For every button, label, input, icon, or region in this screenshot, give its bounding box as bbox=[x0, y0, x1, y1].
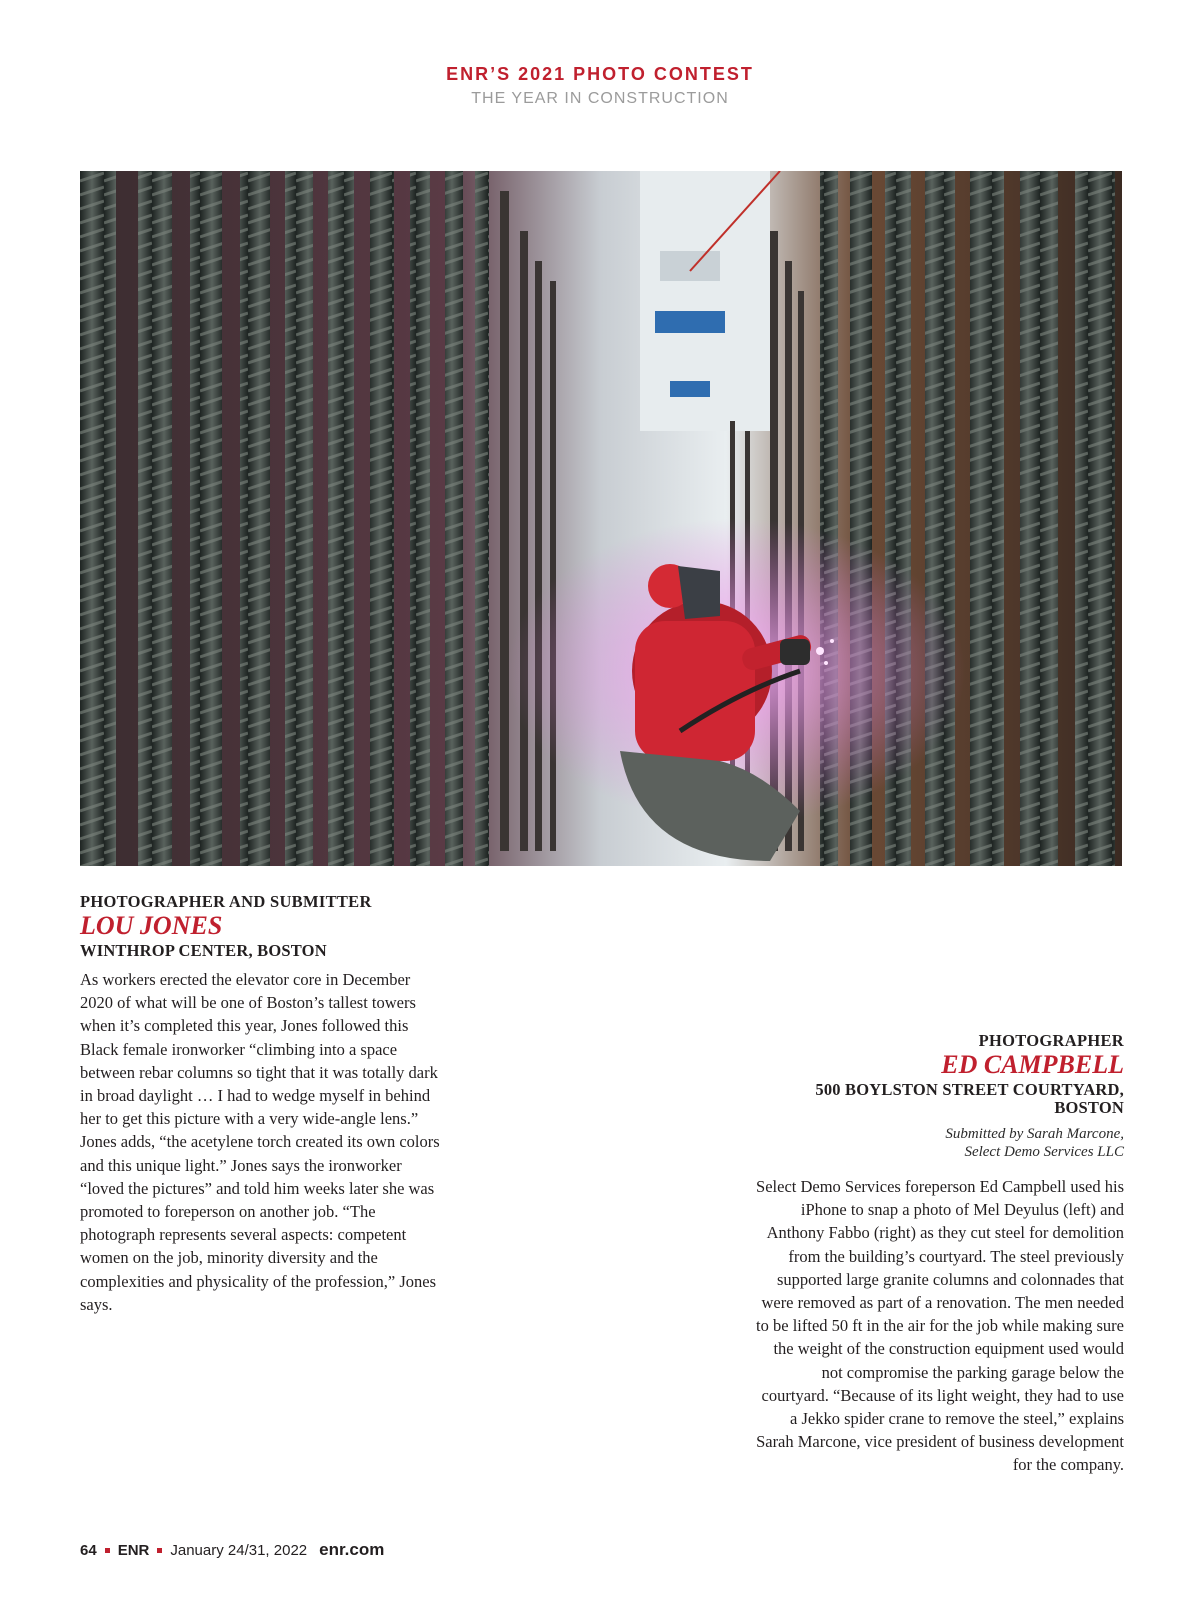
page-footer bbox=[80, 1540, 384, 1560]
entry-body: Select Demo Services foreperson Ed Campbell used his iPhone to snap a photo of Mel Deyulus (left) and Anthony Fabbo (right) as they cut steel for demolition from the building’s courtyard. The steel previously supported large granite columns and colonnades that were removed as part of a renovation. The men needed to be lifted 50 ft in the air for the job while making sure the weight of the construction equipment used would not compromise the parking garage below the courtyard. “Because of its light weight, they had to use a Jekko spider crane to remove the steel,” explains Sarah Marcone, vice president of business development for the company. bbox=[756, 1177, 1124, 1475]
issue-date: January 24/31, 2022 bbox=[170, 1541, 308, 1559]
photo-location-line1: 500 BOYLSTON STREET COURTYARD, bbox=[815, 1080, 1124, 1099]
submitted-by-line2: Select Demo Services LLC bbox=[964, 1144, 1124, 1160]
separator-square-icon bbox=[105, 1548, 110, 1553]
publication-name: ENR bbox=[117, 1541, 150, 1559]
submitted-by-line1: Submitted by Sarah Marcone, bbox=[945, 1126, 1124, 1142]
photo-location: WINTHROP CENTER, BOSTON bbox=[80, 941, 327, 960]
entry-ed-campbell bbox=[754, 1031, 1124, 1477]
submitted-by bbox=[754, 1125, 1124, 1161]
construction-photo bbox=[80, 171, 1122, 866]
photographer-name: ED CAMPBELL bbox=[941, 1050, 1124, 1079]
entry-body: As workers erected the elevator core in December 2020 of what will be one of Boston’s tallest towers when it’s completed this year, Jones followed this Black female ironworker “climbing into a space between rebar columns so tight that it was totally dark in broad daylight … I had to wedge myself in behind her to get this picture with a very wide-angle lens.” Jones adds, “the acetylene torch created its own colors and this unique light.” Jones says the ironworker “loved the pictures” and told him weeks later she was promoted to foreperson on another job. “The photograph represents several aspects: competent women on the job, minority diversity and the complexities and physicality of the profession,” Jones says. bbox=[80, 970, 440, 1314]
section-kicker: ENR’S 2021 PHOTO CONTEST bbox=[446, 64, 754, 84]
entry-lou-jones bbox=[80, 892, 445, 1316]
photo-location-line2: BOSTON bbox=[1054, 1098, 1124, 1117]
separator-square-icon bbox=[157, 1548, 162, 1553]
section-subkicker: THE YEAR IN CONSTRUCTION bbox=[471, 90, 729, 107]
entry-role: PHOTOGRAPHER AND SUBMITTER bbox=[80, 892, 372, 911]
photo-location bbox=[754, 1081, 1124, 1117]
page-number: 64 bbox=[80, 1541, 97, 1559]
website-link[interactable]: enr.com bbox=[319, 1540, 385, 1559]
entry-role: PHOTOGRAPHER bbox=[978, 1031, 1124, 1050]
photographer-name: LOU JONES bbox=[80, 911, 223, 940]
rebar-welder-illustration bbox=[80, 171, 1122, 866]
